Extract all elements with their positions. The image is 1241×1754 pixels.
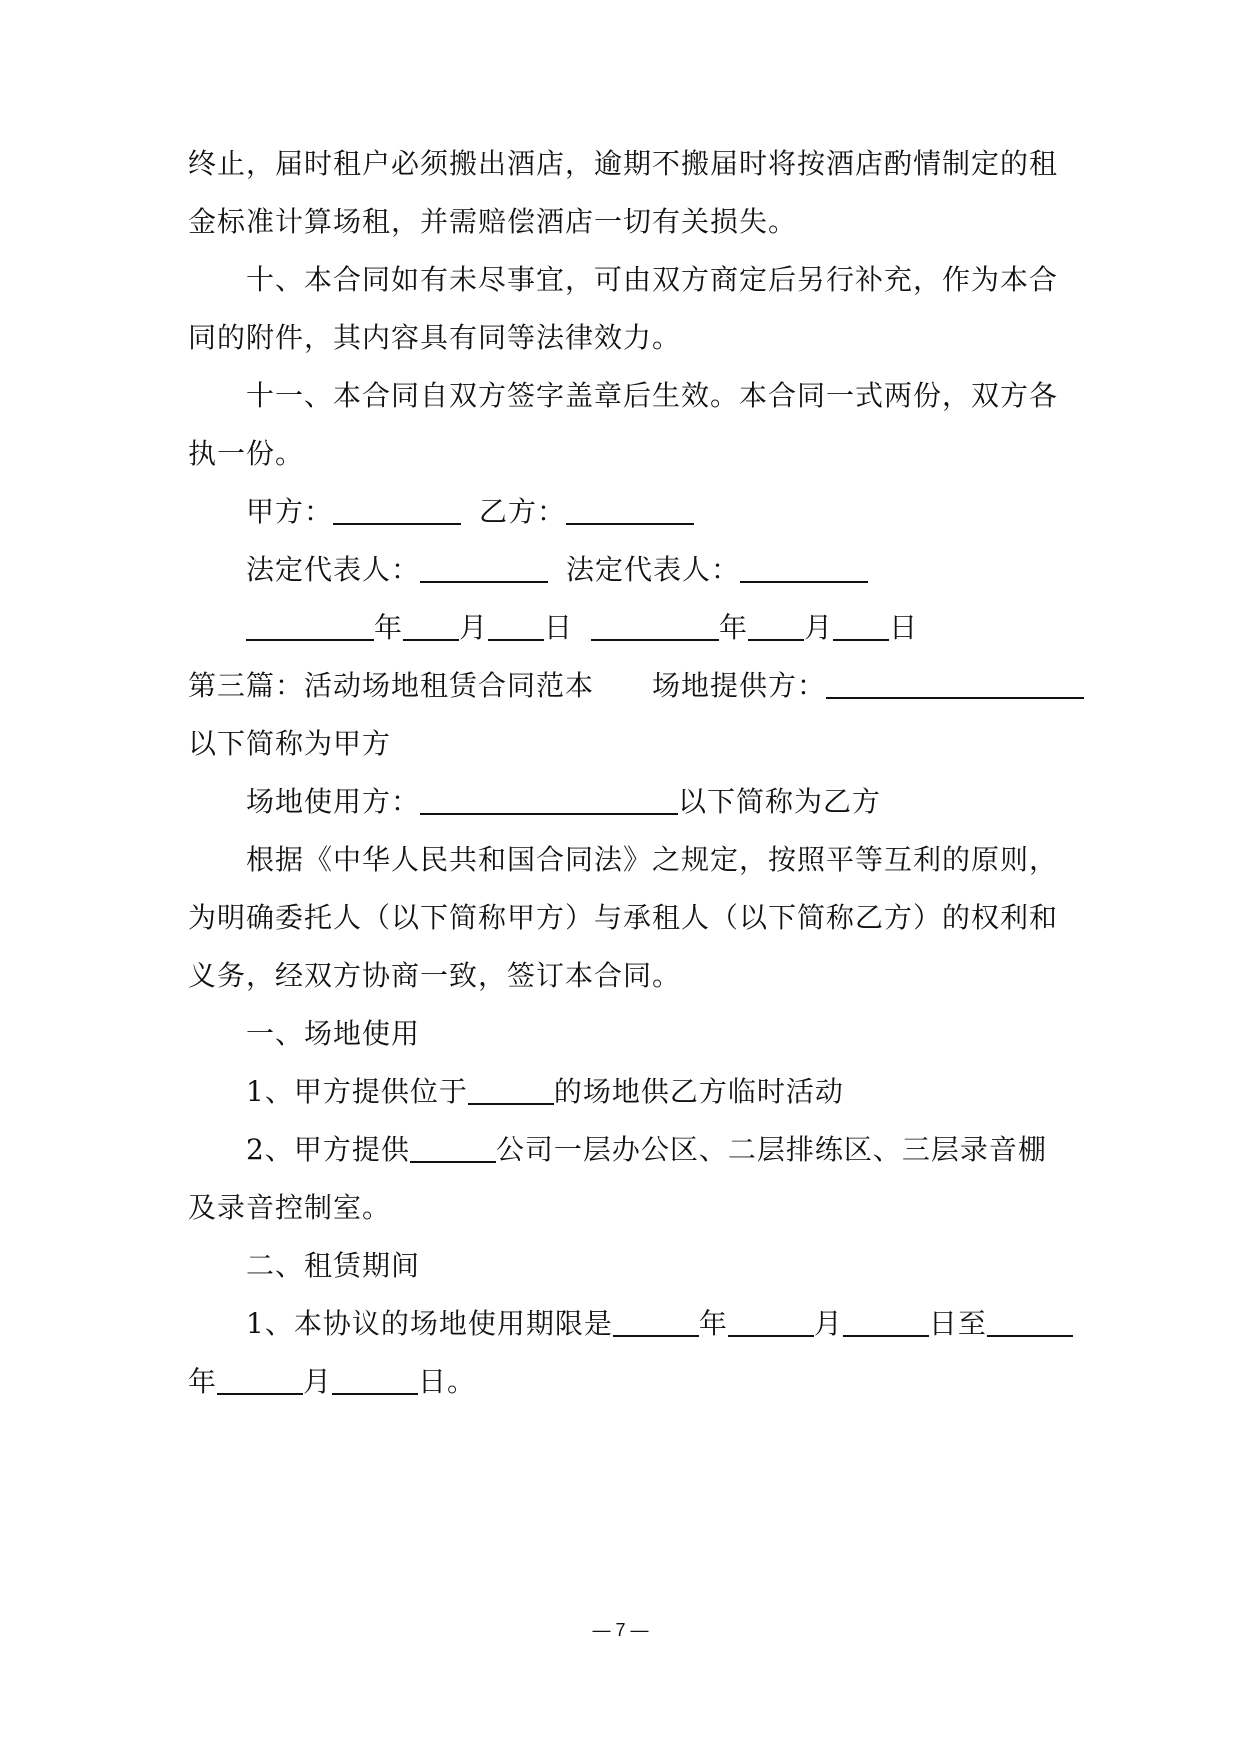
- party-a-blank: [333, 497, 461, 525]
- clause-text: 日至: [928, 1307, 987, 1340]
- legal-rep-b-label: 法定代表人：: [566, 553, 741, 586]
- part-three-title: 第三篇：活动场地租赁合同范本: [188, 669, 595, 702]
- company-blank: [410, 1135, 496, 1163]
- year-label: 年: [374, 611, 404, 644]
- month-blank: [748, 613, 804, 641]
- clause-ten: 十、本合同如有未尽事宜，可由双方商定后另行补充，作为本合: [246, 263, 1059, 296]
- party-b-label: 乙方：: [479, 495, 567, 528]
- month-blank: [217, 1367, 303, 1395]
- provider-label: 场地提供方：: [652, 669, 827, 702]
- user-blank: [420, 787, 678, 815]
- clause-1-2: [246, 1130, 1047, 1170]
- party-b-blank: [566, 497, 694, 525]
- paragraph-line: 执一份。: [188, 437, 305, 470]
- paragraph-line: 根据《中华人民共和国合同法》之规定，按照平等互利的原则，: [246, 843, 1059, 876]
- signature-party-line: [246, 492, 694, 532]
- legal-rep-a-blank: [420, 555, 548, 583]
- month-blank: [728, 1309, 814, 1337]
- paragraph-line: 终止，届时租户必须搬出酒店，逾期不搬届时将按酒店酌情制定的租: [188, 147, 1059, 180]
- user-label: 场地使用方：: [246, 785, 421, 818]
- part-three-title-line: [188, 666, 1084, 706]
- year-label: 年: [719, 611, 749, 644]
- section-heading: 二、租赁期间: [246, 1249, 421, 1282]
- date-line: [246, 608, 918, 648]
- paragraph-line: 金标准计算场租，并需赔偿酒店一切有关损失。: [188, 205, 798, 238]
- day-label: 日: [889, 611, 919, 644]
- clause-1-1: [246, 1072, 844, 1112]
- user-line: [246, 782, 881, 822]
- month-blank: [403, 613, 459, 641]
- day-blank: [843, 1309, 929, 1337]
- paragraph-line: 义务，经双方协商一致，签订本合同。: [188, 959, 682, 992]
- legal-rep-line: [246, 550, 868, 590]
- paragraph-line: 同的附件，其内容具有同等法律效力。: [188, 321, 682, 354]
- month-label: 月: [804, 611, 834, 644]
- clause-2-1: [246, 1304, 1073, 1344]
- year-blank: [987, 1309, 1073, 1337]
- month-label: 月: [813, 1307, 843, 1340]
- paragraph-line: 为明确委托人（以下简称甲方）与承租人（以下简称乙方）的权利和: [188, 901, 1059, 934]
- year-label: 年: [188, 1365, 218, 1398]
- page-number: — 7 —: [592, 1620, 649, 1640]
- month-label: 月: [303, 1365, 333, 1398]
- provider-suffix: 以下简称为甲方: [188, 727, 392, 760]
- clause-text: 1、本协议的场地使用期限是: [246, 1307, 613, 1340]
- provider-blank: [826, 671, 1084, 699]
- month-label: 月: [459, 611, 489, 644]
- year-blank: [591, 613, 719, 641]
- day-blank: [488, 613, 544, 641]
- clause-2-1-cont: [188, 1362, 476, 1402]
- day-blank: [833, 613, 889, 641]
- user-suffix: 以下简称为乙方: [678, 785, 882, 818]
- legal-rep-b-blank: [740, 555, 868, 583]
- day-label: 日: [544, 611, 574, 644]
- clause-text: 1、甲方提供位于: [246, 1075, 468, 1108]
- legal-rep-a-label: 法定代表人：: [246, 553, 421, 586]
- location-blank: [468, 1077, 554, 1105]
- year-blank: [246, 613, 374, 641]
- year-blank: [613, 1309, 699, 1337]
- paragraph-line: 及录音控制室。: [188, 1191, 392, 1224]
- party-a-label: 甲方：: [246, 495, 334, 528]
- day-blank: [332, 1367, 418, 1395]
- section-heading: 一、场地使用: [246, 1017, 421, 1050]
- clause-text: 2、甲方提供: [246, 1133, 410, 1166]
- clause-text: 公司一层办公区、二层排练区、三层录音棚: [495, 1133, 1047, 1166]
- clause-eleven: 十一、本合同自双方签字盖章后生效。本合同一式两份，双方各: [246, 379, 1059, 412]
- year-label: 年: [698, 1307, 728, 1340]
- clause-text: 日。: [418, 1365, 477, 1398]
- clause-text: 的场地供乙方临时活动: [553, 1075, 844, 1108]
